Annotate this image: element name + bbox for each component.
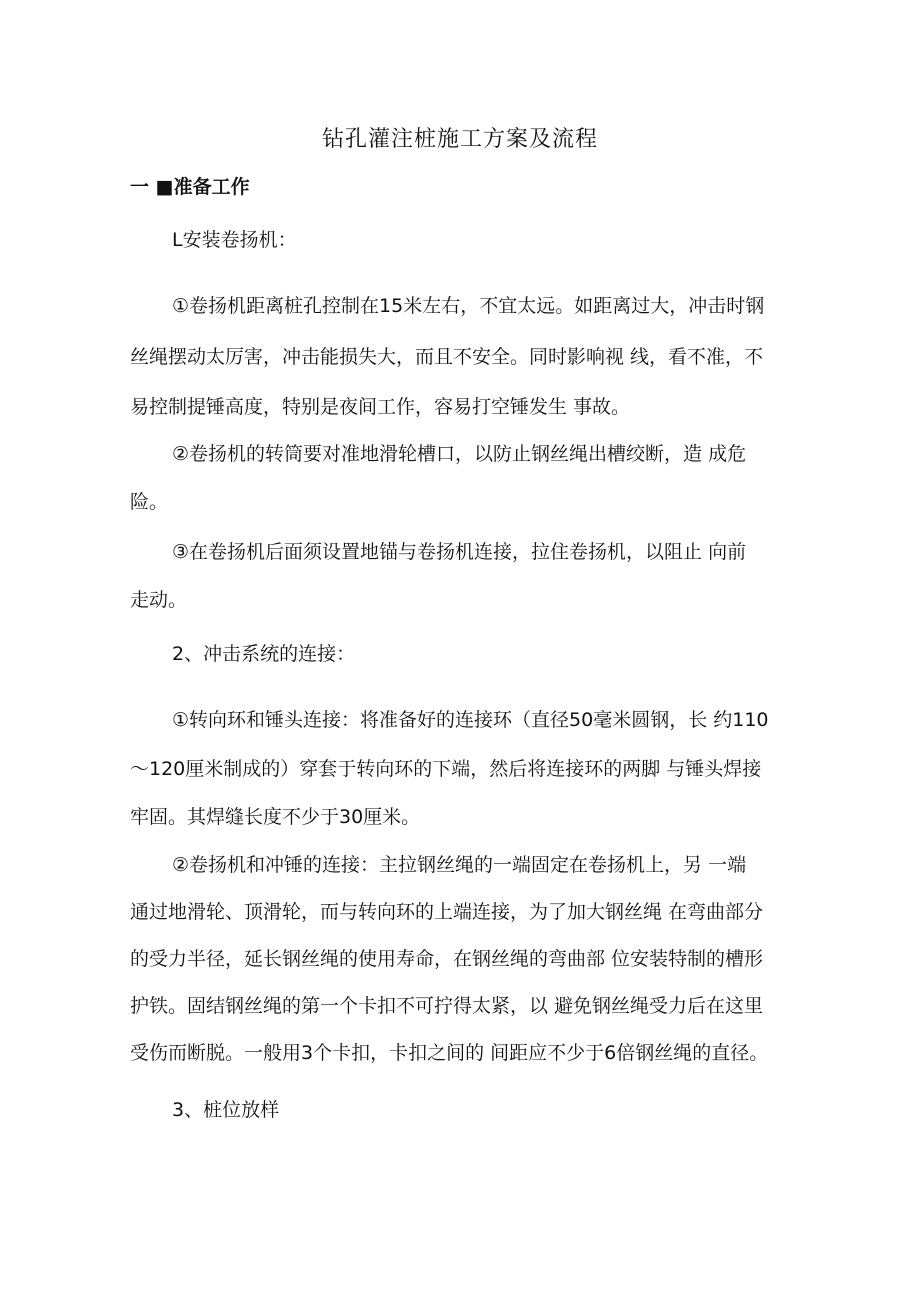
paragraph-line: 险。 (130, 491, 169, 513)
paragraph-line: ③在卷扬机后面须设置地锚与卷扬机连接，拉住卷扬机，以阻止 向前 (172, 541, 747, 563)
paragraph-line: ～120厘米制成的）穿套于转向环的下端，然后将连接环的两脚 与锤头焊接 (130, 758, 762, 780)
paragraph-line: ①卷扬机距离桩孔控制在15米左右，不宜太远。如距离过大，冲击时钢 (172, 295, 765, 317)
subsection-label: 2、冲击系统的连接： (172, 643, 356, 665)
paragraph-line: 的受力半径，延长钢丝绳的使用寿命，在钢丝绳的弯曲部 位安装特制的槽形 (130, 948, 764, 970)
section-heading: 一 ■准备工作 (130, 176, 250, 198)
document-title: 钻孔灌注桩施工方案及流程 (321, 127, 598, 152)
paragraph-line: ②卷扬机的转筒要对准地滑轮槽口，以防止钢丝绳出槽绞断，造 成危 (172, 443, 747, 465)
paragraph-line: 易控制提锤高度，特别是夜间工作，容易打空锤发生 事故。 (130, 396, 631, 418)
paragraph-line: 丝绳摆动太厉害，冲击能损失大，而且不安全。同时影响视 线，看不准，不 (130, 346, 764, 368)
paragraph-line: ①转向环和锤头连接：将准备好的连接环（直径50毫米圆钢，长 约110 (172, 709, 769, 731)
subsection-label: L安装卷扬机： (172, 229, 297, 251)
paragraph-line: 牢固。其焊缝长度不少于30厘米。 (130, 806, 421, 828)
subsection-label: 3、桩位放样 (172, 1099, 280, 1121)
paragraph-line: 通过地滑轮、顶滑轮，而与转向环的上端连接，为了加大钢丝绳 在弯曲部分 (130, 901, 764, 923)
paragraph-line: 护铁。固结钢丝绳的第一个卡扣不可拧得太紧，以 避免钢丝绳受力后在这里 (130, 995, 764, 1017)
paragraph-line: 走动。 (130, 589, 188, 611)
paragraph-line: 受伤而断脱。一般用3个卡扣，卡扣之间的 间距应不少于6倍钢丝绳的直径。 (130, 1042, 769, 1064)
paragraph-line: ②卷扬机和冲锤的连接：主拉钢丝绳的一端固定在卷扬机上，另 一端 (172, 854, 747, 876)
